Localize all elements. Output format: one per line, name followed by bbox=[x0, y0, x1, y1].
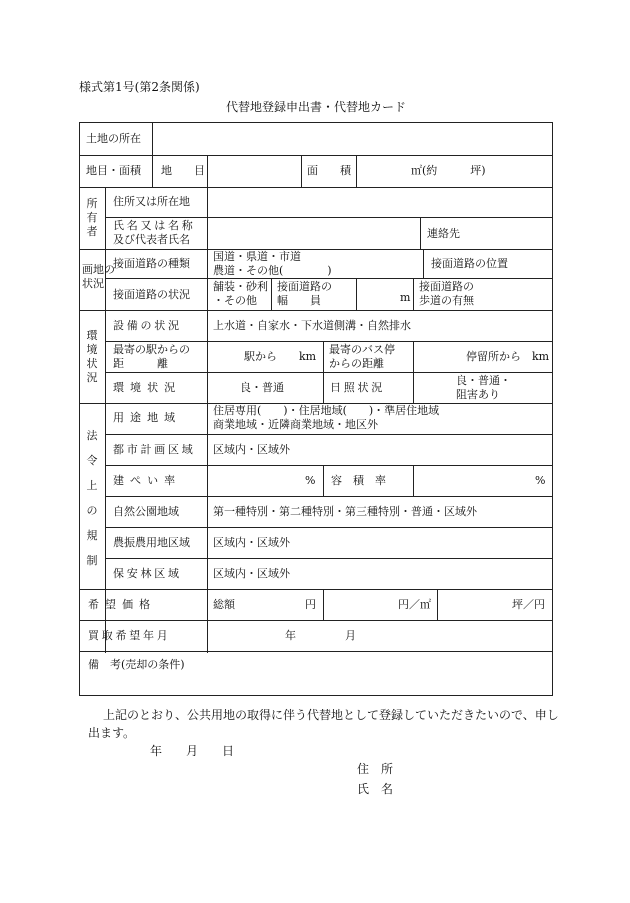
facility-label: 設備の状況 bbox=[113, 319, 182, 332]
road-type-value-2: 農道・その他( ) bbox=[213, 264, 332, 277]
environment-label: 環境状況 bbox=[113, 381, 182, 394]
road-status-value-1: 舗装・砂利 bbox=[213, 280, 268, 293]
forest-label: 保安林区域 bbox=[113, 567, 182, 580]
zoning-label: 用途地域 bbox=[113, 411, 182, 424]
road-position-label: 接面道路の位置 bbox=[431, 257, 508, 270]
sunlight-value-2: 阻害あり bbox=[456, 388, 500, 401]
contact-label: 連絡先 bbox=[427, 227, 460, 240]
purchase-year: 年 bbox=[285, 629, 296, 642]
price-label: 希望価格 bbox=[88, 598, 157, 611]
bus-label-2: からの距離 bbox=[329, 357, 384, 370]
bus-label-1: 最寄のバス停 bbox=[329, 343, 395, 356]
far-percent: % bbox=[535, 474, 546, 487]
form-title: 代替地登録申出書・代替地カード bbox=[226, 100, 407, 114]
law-group-label: 法令上の規制 bbox=[86, 429, 98, 567]
coverage-percent: % bbox=[305, 474, 316, 487]
env-group-label: 環境状況 bbox=[86, 329, 98, 384]
owner-address-label: 住所又は所在地 bbox=[113, 195, 190, 208]
road-type-label: 接面道路の種類 bbox=[113, 257, 190, 270]
registration-table bbox=[79, 122, 553, 696]
area-label: 面 積 bbox=[307, 164, 351, 177]
station-label-2: 距 離 bbox=[113, 357, 168, 370]
road-width-label-1: 接面道路の bbox=[277, 280, 332, 293]
price-total-label: 総額 bbox=[213, 598, 235, 611]
environment-value: 良・普通 bbox=[240, 381, 284, 394]
sidewalk-label-2: 歩道の有無 bbox=[419, 294, 474, 307]
zoning-value-1: 住居専用( )・住居地域( )・準居住地域 bbox=[213, 404, 440, 417]
parcel-group-label-1: 画地の bbox=[82, 263, 115, 276]
park-label: 自然公園地域 bbox=[113, 505, 179, 518]
agri-value: 区域内・区域外 bbox=[213, 536, 290, 549]
price-yen: 円 bbox=[305, 598, 316, 611]
owner-name-label-1: 氏名又は名称 bbox=[113, 219, 196, 232]
applicant-name-label: 氏 名 bbox=[357, 782, 394, 796]
station-value: 駅から km bbox=[244, 350, 317, 363]
application-date: 年 月 日 bbox=[150, 744, 235, 758]
purchase-month: 月 bbox=[345, 629, 356, 642]
chimoku-area-label: 地目・面積 bbox=[86, 164, 141, 177]
applicant-address-label: 住 所 bbox=[357, 762, 394, 776]
city-plan-label: 都市計画区域 bbox=[113, 443, 196, 456]
station-label-1: 最寄の駅からの bbox=[113, 343, 190, 356]
road-type-value-1: 国道・県道・市道 bbox=[213, 250, 301, 263]
road-width-unit: m bbox=[400, 291, 411, 304]
location-label: 土地の所在 bbox=[86, 132, 141, 145]
sidewalk-label-1: 接面道路の bbox=[419, 280, 474, 293]
owner-name-label-2: 及び代表者氏名 bbox=[113, 233, 190, 246]
price-per-m2: 円／㎡ bbox=[398, 598, 431, 611]
form-number: 様式第1号(第2条関係) bbox=[79, 80, 200, 94]
road-status-label: 接面道路の状況 bbox=[113, 288, 190, 301]
road-width-label-2: 幅 員 bbox=[277, 294, 321, 307]
parcel-group-label-2: 状況 bbox=[82, 277, 104, 290]
remarks-label: 備 考(売却の条件) bbox=[88, 658, 185, 671]
park-value: 第一種特別・第二種特別・第三種特別・普通・区域外 bbox=[213, 505, 477, 518]
city-plan-value: 区域内・区域外 bbox=[213, 443, 290, 456]
purchase-label: 買取希望年月 bbox=[88, 629, 171, 642]
facility-value: 上水道・自家水・下水道側溝・自然排水 bbox=[213, 319, 411, 332]
zoning-value-2: 商業地域・近隣商業地域・地区外 bbox=[213, 418, 378, 431]
owner-group-label: 所有者 bbox=[86, 197, 98, 238]
area-unit: ㎡(約 坪) bbox=[411, 164, 486, 177]
declaration-line-2: 出ます。 bbox=[88, 726, 136, 740]
agri-label: 農振農用地区域 bbox=[113, 536, 190, 549]
declaration-line-1: 上記のとおり、公共用地の取得に伴う代替地として登録していただきたいので、申し bbox=[103, 708, 559, 722]
bus-value: 停留所から km bbox=[466, 350, 550, 363]
forest-value: 区域内・区域外 bbox=[213, 567, 290, 580]
sunlight-label: 日照状況 bbox=[330, 381, 385, 394]
far-label: 容 積 率 bbox=[331, 474, 386, 487]
price-per-tsubo: 坪／円 bbox=[512, 598, 545, 611]
road-status-value-2: ・その他 bbox=[213, 294, 257, 307]
sunlight-value-1: 良・普通・ bbox=[456, 374, 511, 387]
chimoku-label: 地 目 bbox=[161, 164, 205, 177]
coverage-label: 建ぺい率 bbox=[113, 474, 182, 487]
